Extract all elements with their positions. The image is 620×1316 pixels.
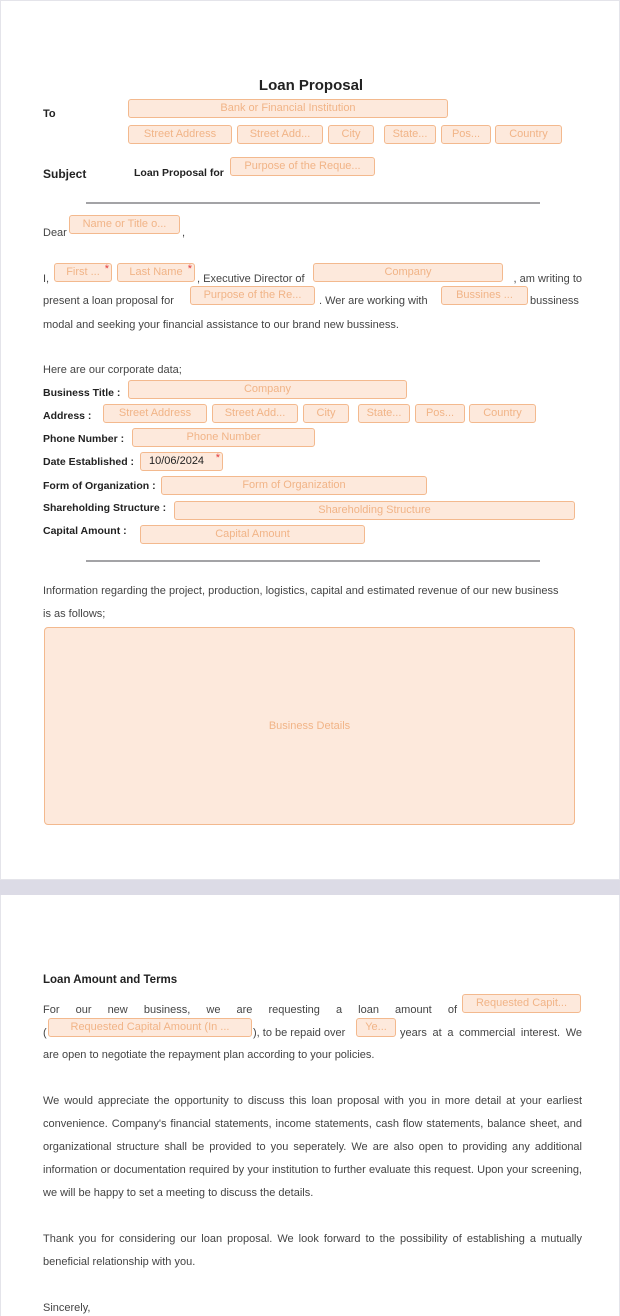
intro-writing: , am writing to xyxy=(513,273,582,285)
project-line-2: is as follows; xyxy=(43,608,106,620)
intro-working: . Wer are working with xyxy=(319,295,428,307)
divider xyxy=(86,202,540,204)
requested-capital-field[interactable]: Requested Capit... xyxy=(462,994,581,1013)
corp-country-field[interactable]: Country xyxy=(469,404,536,423)
page-title: Loan Proposal xyxy=(258,77,364,94)
dear-comma: , xyxy=(182,227,186,239)
business-title-label: Business Title : xyxy=(43,387,121,399)
closing-paragraph-2: Thank you for considering our loan proposal. We look forward to the possibility of establishing a mutually beneficial relationship with you. xyxy=(43,1233,582,1268)
business-details-placeholder: Business Details xyxy=(268,720,351,732)
loan-open-paren: ( xyxy=(43,1027,47,1039)
date-established-field[interactable]: 10/06/2024 * xyxy=(140,452,223,471)
shareholding-field[interactable]: Shareholding Structure xyxy=(174,501,575,520)
intro-exec: , Executive Director of xyxy=(197,273,305,285)
last-name-field[interactable]: Last Name * xyxy=(117,263,195,282)
to-country-field[interactable]: Country xyxy=(495,125,562,144)
corp-postal-field[interactable]: Pos... xyxy=(415,404,465,423)
corp-street2-field[interactable]: Street Add... xyxy=(212,404,298,423)
to-street-field[interactable]: Street Address xyxy=(128,125,232,144)
subject-text: Loan Proposal for xyxy=(134,167,224,179)
date-established-label: Date Established : xyxy=(43,456,135,468)
divider xyxy=(86,560,540,562)
phone-field[interactable]: Phone Number xyxy=(132,428,315,447)
intro-bussiness: bussiness xyxy=(530,295,579,307)
subject-label: Subject xyxy=(43,167,87,181)
intro-purpose-field[interactable]: Purpose of the Re... xyxy=(190,286,315,305)
loan-line-1: For our new business, we are requesting a loan amount of xyxy=(43,1004,457,1016)
corp-city-field[interactable]: City xyxy=(303,404,349,423)
form-of-organization-field[interactable]: Form of Organization xyxy=(161,476,427,495)
document-page-2 xyxy=(0,895,620,1316)
shareholding-label: Shareholding Structure : xyxy=(43,502,167,514)
sign-off: Sincerely, xyxy=(43,1302,91,1314)
dear-text: Dear xyxy=(43,227,67,239)
loan-years-text: years at a commercial interest. We xyxy=(400,1027,582,1039)
capital-amount-label: Capital Amount : xyxy=(43,525,127,537)
intro-company-field[interactable]: Company xyxy=(313,263,503,282)
loan-repaid: ), to be repaid over xyxy=(253,1027,346,1039)
to-city-field[interactable]: City xyxy=(328,125,374,144)
page-gap xyxy=(0,880,620,895)
to-label: To xyxy=(43,108,56,120)
corp-state-field[interactable]: State... xyxy=(358,404,410,423)
to-street2-field[interactable]: Street Add... xyxy=(237,125,323,144)
subject-purpose-field[interactable]: Purpose of the Reque... xyxy=(230,157,375,176)
intro-modal: modal and seeking your financial assistance to our brand new bussiness. xyxy=(43,319,399,331)
loan-terms-heading: Loan Amount and Terms xyxy=(43,974,178,986)
bank-field[interactable]: Bank or Financial Institution xyxy=(128,99,448,118)
corporate-heading: Here are our corporate data; xyxy=(43,364,182,376)
address-label: Address : xyxy=(43,410,92,422)
first-name-field[interactable]: First ... * xyxy=(54,263,112,282)
intro-i: I, xyxy=(43,273,50,285)
to-postal-field[interactable]: Pos... xyxy=(441,125,491,144)
intro-present: present a loan proposal for xyxy=(43,295,174,307)
capital-amount-field[interactable]: Capital Amount xyxy=(140,525,365,544)
phone-label: Phone Number : xyxy=(43,433,125,445)
form-of-organization-label: Form of Organization : xyxy=(43,480,156,492)
closing-paragraph-1: We would appreciate the opportunity to discuss this loan proposal with you in more detail at your earliest convenience. Company's financial statements, income statements, cash flow statements, balance sheet, and organizational structure shall be provided to you seperately. We are also open to providing any additional information or documentation required by your institution to further evaluate this request. Upon your screening, we will be happy to set a meeting to discuss the details. xyxy=(43,1095,582,1199)
intro-business-field[interactable]: Bussines ... xyxy=(441,286,528,305)
corp-street-field[interactable]: Street Address xyxy=(103,404,207,423)
project-line-1: Information regarding the project, production, logistics, capital and estimated revenue of our new business xyxy=(43,585,559,597)
business-details-textarea[interactable] xyxy=(44,627,575,825)
requested-capital-words-field[interactable]: Requested Capital Amount (In ... xyxy=(48,1018,252,1037)
business-title-field[interactable]: Company xyxy=(128,380,407,399)
to-state-field[interactable]: State... xyxy=(384,125,436,144)
loan-line-3: are open to negotiate the repayment plan according to your policies. xyxy=(43,1049,375,1061)
recipient-name-field[interactable]: Name or Title o... xyxy=(69,215,180,234)
years-field[interactable]: Ye... xyxy=(356,1018,396,1037)
